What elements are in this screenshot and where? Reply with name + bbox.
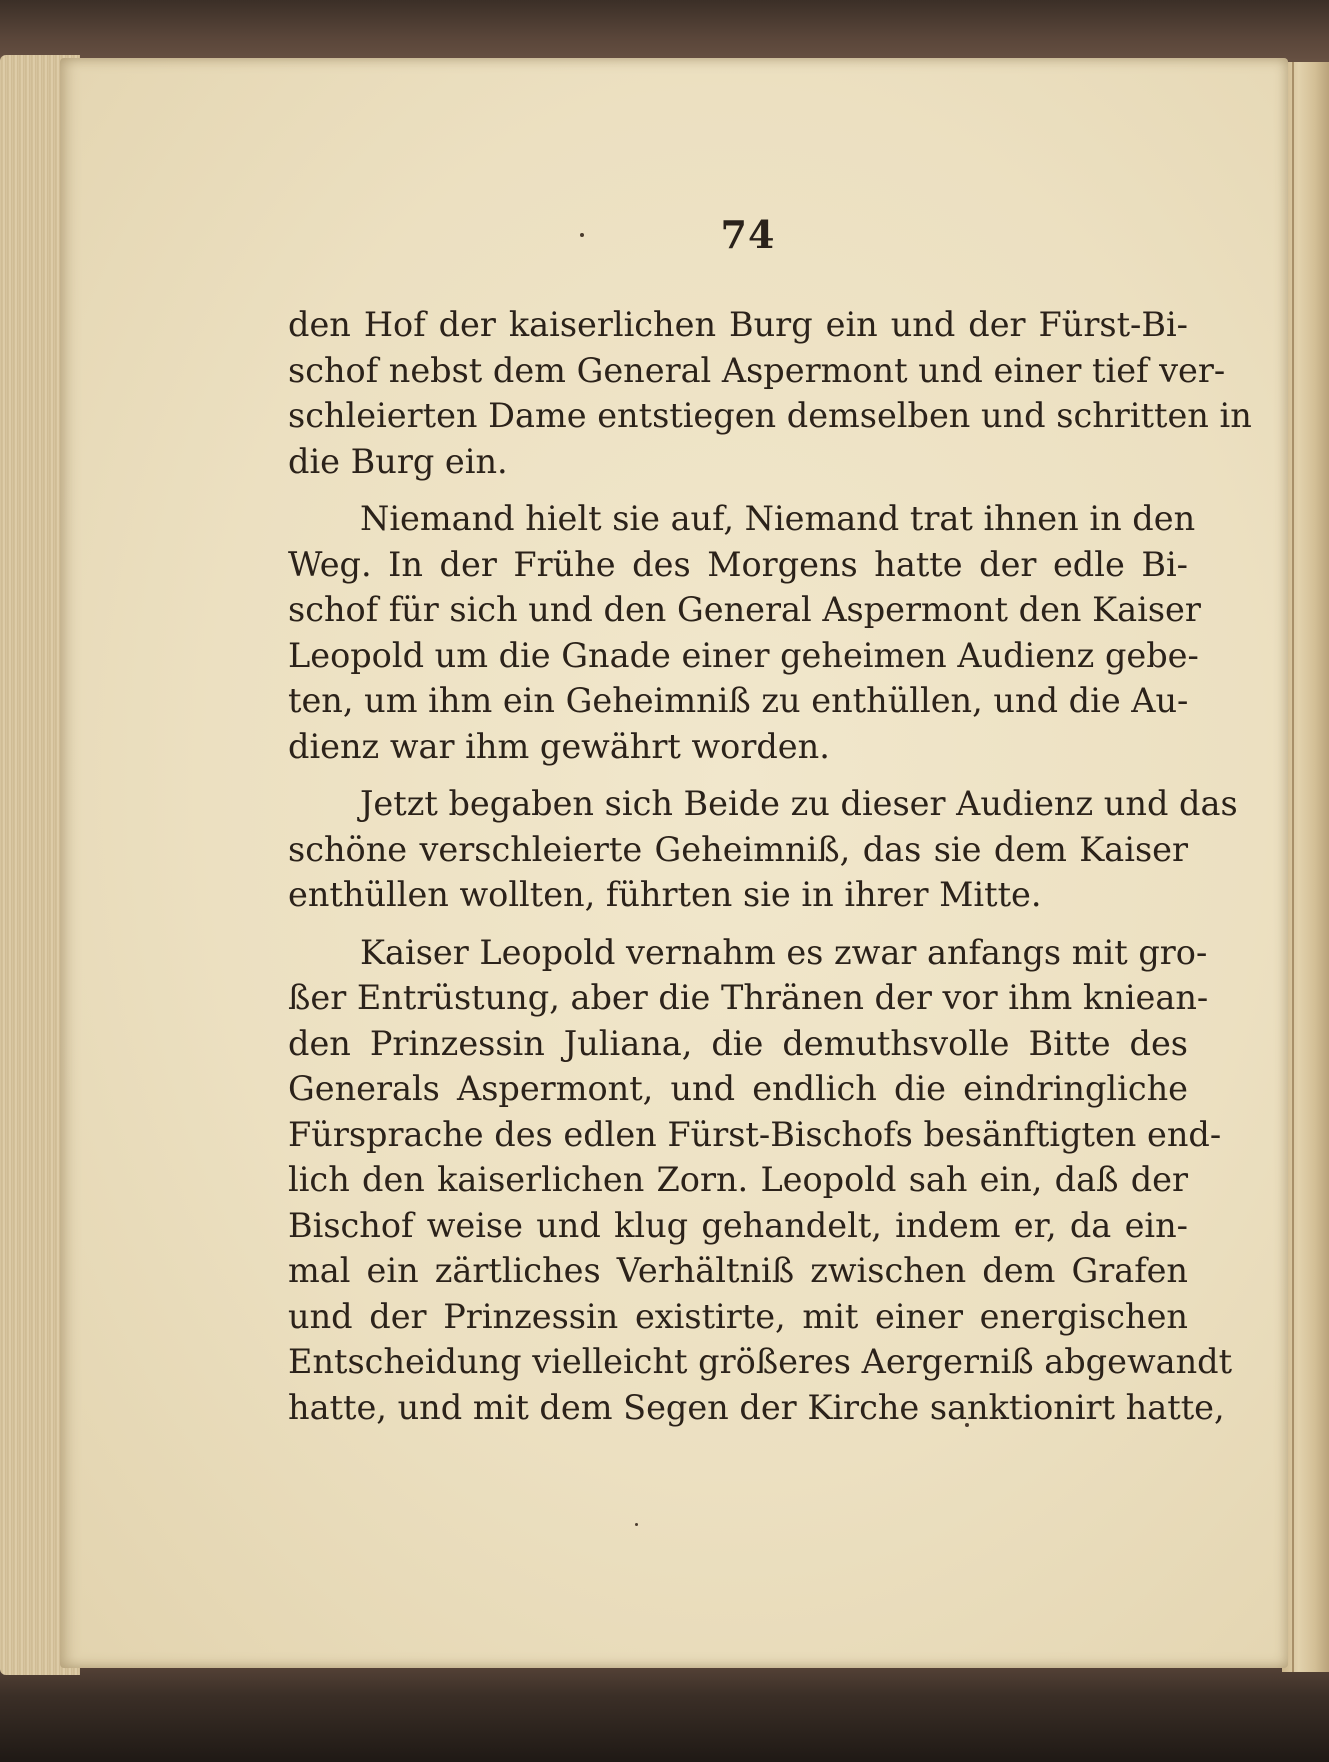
paper-speck — [635, 1523, 638, 1526]
text-line: Jetzt begaben sich Beide zu dieser Audienz und das — [360, 784, 1238, 823]
text-line: schöne verschleierte Geheimniß, das sie dem Kaiser — [288, 829, 1188, 869]
text-line: mal ein zärtliches Verhältniß zwischen dem Grafen — [288, 1251, 1188, 1290]
book-cover-bottom-edge — [0, 1660, 1329, 1762]
text-line: den Prinzessin Juliana, die demuthsvolle Bitte des — [288, 1023, 1188, 1063]
text-line: ten, um ihm ein Geheimniß zu enthüllen, und die Au- — [288, 681, 1189, 720]
body-text — [288, 302, 1252, 1442]
paragraph — [288, 496, 1201, 769]
page-number: 74 — [720, 212, 776, 257]
text-line: Leopold um die Gnade einer geheimen Audienz gebe- — [288, 635, 1199, 675]
text-line: enthüllen wollten, führten sie in ihrer Mitte. — [288, 875, 1042, 914]
text-line: lich den kaiserlichen Zorn. Leopold sah ein, daß der — [288, 1160, 1188, 1199]
paragraph — [288, 781, 1238, 918]
text-line: Kaiser Leopold vernahm es zwar anfangs mit gro- — [360, 932, 1208, 972]
text-line: Entscheidung vielleicht größeres Aergerniß abgewandt — [288, 1342, 1233, 1381]
text-line: die Burg ein. — [288, 441, 508, 481]
text-line: dienz war ihm gewährt worden. — [288, 726, 830, 766]
text-line: schleierten Dame entstiegen demselben und schritten in — [288, 396, 1252, 435]
text-line: Niemand hielt sie auf, Niemand trat ihnen in den — [360, 499, 1196, 538]
text-line: ßer Entrüstung, aber die Thränen der vor ihm kniean- — [288, 978, 1209, 1017]
text-line: hatte, und mit dem Segen der Kirche sanktionirt hatte, — [288, 1387, 1225, 1427]
right-page-stack — [1282, 62, 1329, 1672]
text-line: Generals Aspermont, und endlich die eindringliche — [288, 1069, 1188, 1108]
paragraph — [288, 302, 1252, 484]
text-line: Bischof weise und klug gehandelt, indem er, da ein- — [288, 1205, 1188, 1245]
text-line: den Hof der kaiserlichen Burg ein und der Fürst-Bi- — [288, 305, 1188, 344]
paper-speck — [580, 233, 584, 237]
text-line: schof nebst dem General Aspermont und einer tief ver- — [288, 350, 1226, 390]
text-line: Weg. In der Frühe des Morgens hatte der edle Bi- — [288, 544, 1188, 584]
paragraph — [288, 930, 1233, 1431]
text-line: schof für sich und den General Aspermont den Kaiser — [288, 590, 1201, 629]
text-line: und der Prinzessin existirte, mit einer energischen — [288, 1296, 1188, 1336]
text-line: Fürsprache des edlen Fürst-Bischofs besänftigten end- — [288, 1114, 1222, 1154]
